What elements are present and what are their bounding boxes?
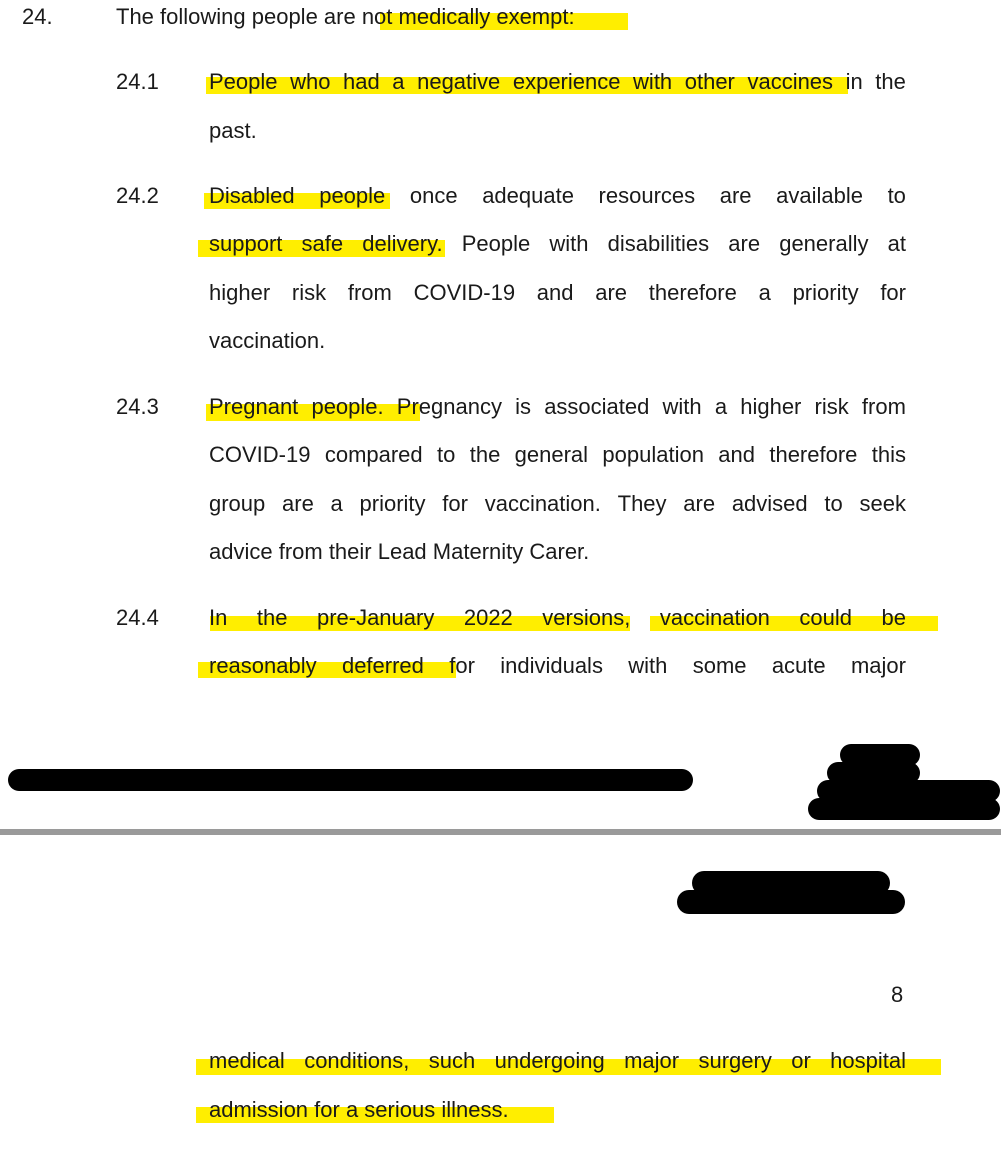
word: from: [861, 394, 906, 419]
word: major: [624, 1048, 680, 1073]
word: Disabled: [209, 183, 295, 208]
word: to: [887, 183, 906, 208]
word: COVID-19: [209, 442, 311, 467]
word: a: [392, 69, 405, 94]
word: other: [684, 69, 735, 94]
word: surgery: [698, 1048, 772, 1073]
page-separator: [0, 829, 1001, 835]
word: for: [442, 491, 468, 516]
word: pre-January: [316, 605, 435, 630]
word: a: [330, 491, 343, 516]
word: in: [845, 69, 863, 94]
word: conditions,: [304, 1048, 410, 1073]
word: are: [683, 491, 716, 516]
item-number: 24.4: [116, 605, 159, 630]
word: priority: [359, 491, 426, 516]
word: 2022: [463, 605, 513, 630]
word: for: [880, 280, 906, 305]
redaction-footer-left: [8, 769, 693, 791]
item-number: 24.3: [116, 394, 159, 419]
word: and: [718, 442, 755, 467]
word: undergoing: [494, 1048, 605, 1073]
item-line: [209, 652, 906, 680]
word: People: [461, 231, 531, 256]
word: at: [887, 231, 906, 256]
word: people.: [311, 394, 384, 419]
word: who: [290, 69, 331, 94]
word: to: [437, 442, 456, 467]
word: is: [515, 394, 532, 419]
word: higher: [740, 394, 802, 419]
item-line: [209, 182, 906, 210]
word: disabilities: [607, 231, 710, 256]
word: support: [209, 231, 283, 256]
word: available: [776, 183, 863, 208]
word: could: [799, 605, 853, 630]
word: seek: [859, 491, 906, 516]
word: acute: [771, 653, 826, 678]
word: experience: [512, 69, 621, 94]
item-line: [209, 68, 906, 96]
item-number: 24.1: [116, 69, 159, 94]
continuation-line: admission for a serious illness.: [209, 1097, 509, 1122]
word: vaccines: [747, 69, 834, 94]
word: People: [209, 69, 278, 94]
word: COVID-19: [413, 280, 516, 305]
word: reasonably: [209, 653, 317, 678]
word: with: [628, 653, 668, 678]
word: They: [617, 491, 667, 516]
word: In: [209, 605, 228, 630]
word: negative: [417, 69, 501, 94]
item-line: vaccination.: [209, 328, 326, 353]
word: advised: [731, 491, 808, 516]
word: versions,: [542, 605, 631, 630]
para-number-24: 24.: [22, 4, 53, 29]
item-line: [209, 279, 906, 307]
word: individuals: [500, 653, 603, 678]
word: from: [347, 280, 392, 305]
item-line: [209, 393, 906, 421]
word: a: [714, 394, 728, 419]
item-line: [209, 441, 906, 469]
word: Pregnancy: [396, 394, 502, 419]
word: vaccination: [659, 605, 770, 630]
word: general: [514, 442, 589, 467]
item-line: past.: [209, 118, 257, 143]
word: are: [728, 231, 761, 256]
word: some: [692, 653, 747, 678]
word: priority: [792, 280, 859, 305]
word: compared: [324, 442, 423, 467]
word: to: [824, 491, 843, 516]
word: delivery.: [362, 231, 443, 256]
item-line: [209, 490, 906, 518]
word: with: [549, 231, 589, 256]
word: medical: [209, 1048, 285, 1073]
word: higher: [209, 280, 271, 305]
item-line: [209, 604, 906, 632]
word: are: [719, 183, 752, 208]
word: or: [791, 1048, 811, 1073]
word: such: [428, 1048, 476, 1073]
word: the: [469, 442, 501, 467]
word: and: [536, 280, 574, 305]
word: resources: [598, 183, 696, 208]
word: deferred: [341, 653, 424, 678]
word: major: [850, 653, 906, 678]
word: a: [758, 280, 771, 305]
word: are: [595, 280, 628, 305]
word: population: [602, 442, 704, 467]
word: once: [409, 183, 458, 208]
word: with: [633, 69, 673, 94]
redaction-header: [677, 890, 905, 914]
word: the: [875, 69, 906, 94]
word: therefore: [769, 442, 858, 467]
continuation-line: [209, 1047, 906, 1075]
word: are: [282, 491, 314, 516]
word: vaccination.: [484, 491, 601, 516]
page-number: 8: [891, 982, 904, 1007]
word: therefore: [648, 280, 737, 305]
word: had: [343, 69, 380, 94]
item-line: [209, 230, 906, 258]
word: this: [871, 442, 906, 467]
word: the: [256, 605, 288, 630]
word: be: [881, 605, 906, 630]
word: adequate: [482, 183, 574, 208]
word: risk: [814, 394, 849, 419]
word: for: [449, 653, 475, 678]
word: with: [662, 394, 702, 419]
word: group: [209, 491, 266, 516]
word: associated: [544, 394, 650, 419]
redaction-footer-right: [808, 798, 1000, 820]
item-line: advice from their Lead Maternity Carer.: [209, 539, 590, 564]
item-number: 24.2: [116, 183, 159, 208]
word: Pregnant: [209, 394, 299, 419]
word: risk: [291, 280, 327, 305]
word: hospital: [830, 1048, 906, 1073]
word: people: [319, 183, 386, 208]
para-24-intro: The following people are not medically exempt:: [116, 4, 575, 29]
word: generally: [779, 231, 869, 256]
word: safe: [301, 231, 344, 256]
